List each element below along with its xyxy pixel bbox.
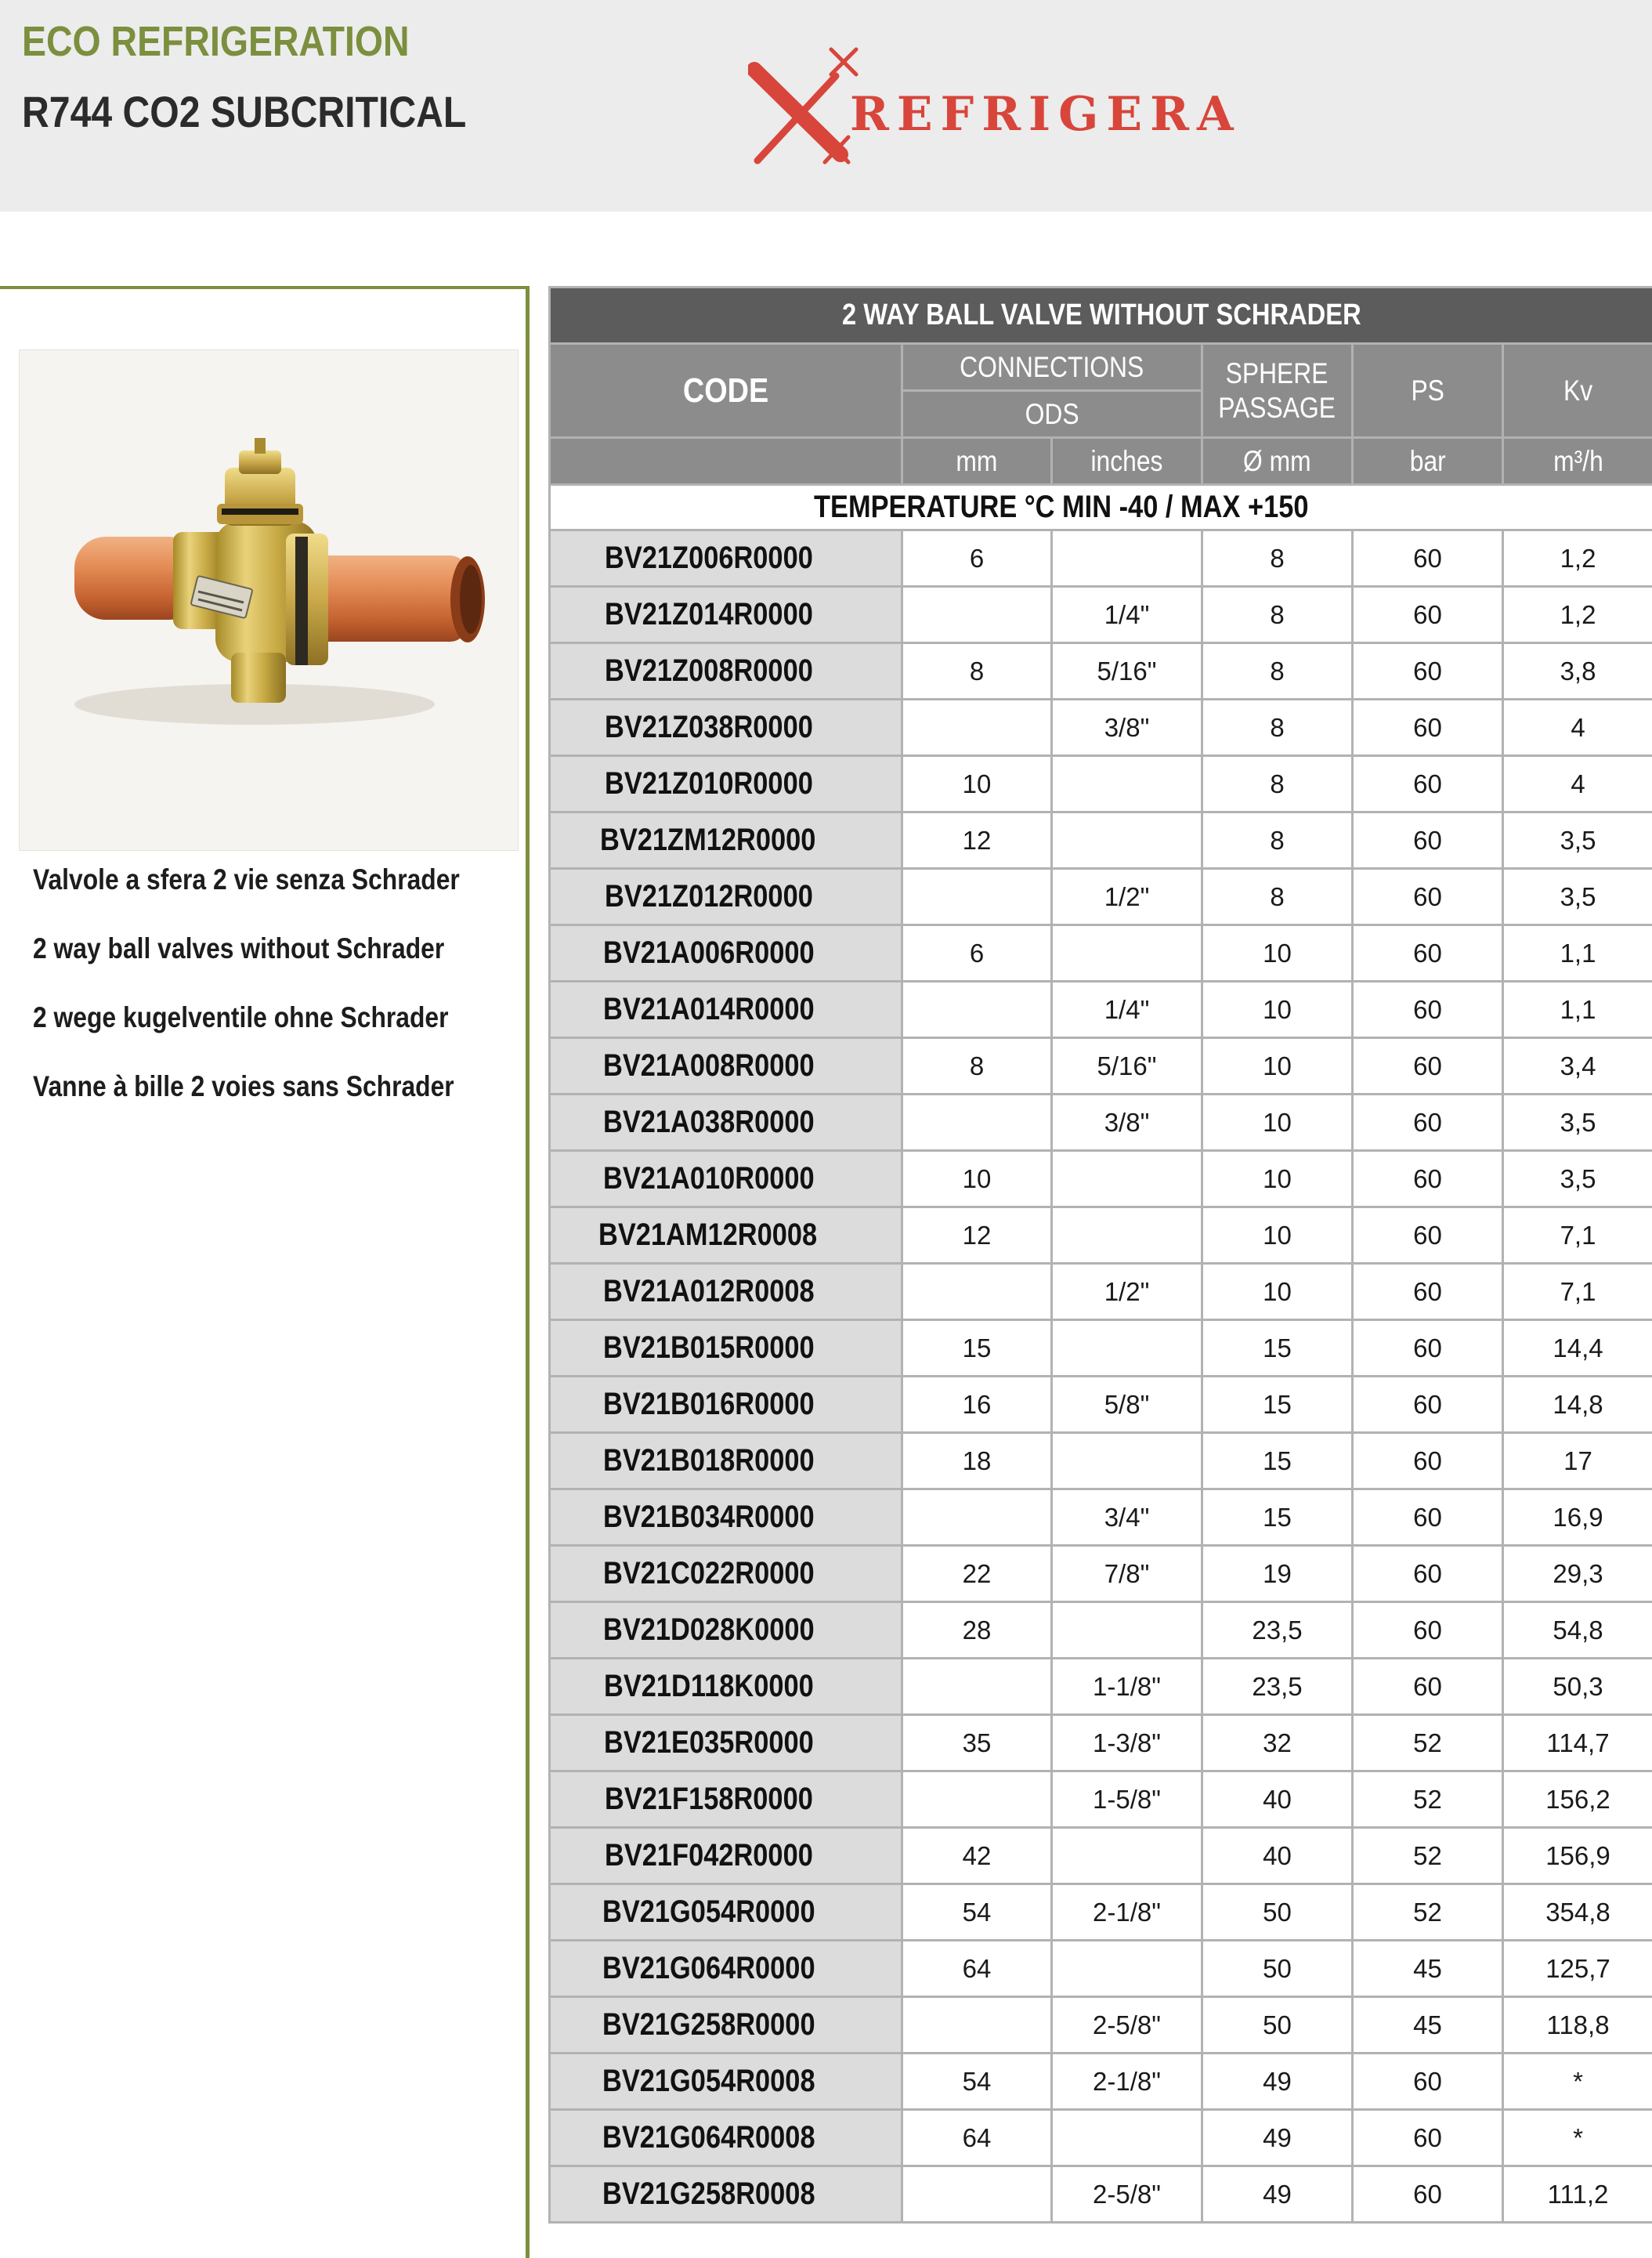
cell-inches — [1052, 1828, 1202, 1884]
header-ps: PS — [1353, 344, 1503, 438]
cell-ps: 60 — [1353, 1038, 1503, 1095]
cell-inches: 2-1/8" — [1052, 2054, 1202, 2110]
cell-inches — [1052, 1207, 1202, 1264]
cell-inches: 1-1/8" — [1052, 1659, 1202, 1715]
cell-code: BV21F158R0000 — [550, 1771, 902, 1828]
cell-mm: 35 — [902, 1715, 1052, 1771]
table-row — [550, 1828, 1652, 1884]
cell-ps: 60 — [1353, 925, 1503, 982]
cell-sphere: 15 — [1202, 1489, 1353, 1546]
cell-mm — [902, 587, 1052, 643]
description-german: 2 wege kugelventile ohne Schrader — [33, 1001, 449, 1033]
brand-title: ECO REFRIGERATION — [22, 18, 410, 65]
table-row — [550, 700, 1652, 756]
cell-mm: 54 — [902, 1884, 1052, 1941]
cell-inches — [1052, 925, 1202, 982]
cell-inches: 5/16" — [1052, 643, 1202, 700]
cell-inches: 1/4" — [1052, 587, 1202, 643]
table-row — [550, 1997, 1652, 2054]
cell-kv: 7,1 — [1503, 1264, 1652, 1320]
cell-kv: * — [1503, 2054, 1652, 2110]
cell-sphere: 49 — [1202, 2110, 1353, 2166]
cell-code: BV21Z038R0000 — [550, 700, 902, 756]
cell-inches: 1/2" — [1052, 1264, 1202, 1320]
cell-mm — [902, 1489, 1052, 1546]
cell-inches: 1/2" — [1052, 869, 1202, 925]
cell-code: BV21AM12R0008 — [550, 1207, 902, 1264]
cell-ps: 52 — [1353, 1884, 1503, 1941]
cell-ps: 52 — [1353, 1715, 1503, 1771]
table-row — [550, 1941, 1652, 1997]
cell-code: BV21Z014R0000 — [550, 587, 902, 643]
cell-ps: 60 — [1353, 1377, 1503, 1433]
cell-kv: 114,7 — [1503, 1715, 1652, 1771]
table-row — [550, 1207, 1652, 1264]
cell-kv: 3,5 — [1503, 869, 1652, 925]
cell-ps: 60 — [1353, 1433, 1503, 1489]
cell-sphere: 10 — [1202, 1151, 1353, 1207]
cell-inches: 1/4" — [1052, 982, 1202, 1038]
table-row — [550, 982, 1652, 1038]
cell-sphere: 8 — [1202, 869, 1353, 925]
cell-kv: 1,1 — [1503, 982, 1652, 1038]
table-row — [550, 869, 1652, 925]
cell-inches: 1-3/8" — [1052, 1715, 1202, 1771]
table-row — [550, 925, 1652, 982]
table-row — [550, 756, 1652, 812]
cell-code: BV21A038R0000 — [550, 1095, 902, 1151]
cell-kv: 156,2 — [1503, 1771, 1652, 1828]
cell-inches: 3/8" — [1052, 1095, 1202, 1151]
cell-ps: 60 — [1353, 1264, 1503, 1320]
cell-code: BV21G258R0008 — [550, 2166, 902, 2223]
cell-sphere: 23,5 — [1202, 1602, 1353, 1659]
header-sphere-passage: SPHERE PASSAGE — [1202, 344, 1353, 438]
cell-inches: 2-5/8" — [1052, 1997, 1202, 2054]
table-row — [550, 2110, 1652, 2166]
cell-ps: 60 — [1353, 2166, 1503, 2223]
cell-ps: 60 — [1353, 2054, 1503, 2110]
cell-code: BV21G054R0008 — [550, 2054, 902, 2110]
cell-sphere: 15 — [1202, 1377, 1353, 1433]
cell-sphere: 8 — [1202, 530, 1353, 587]
cell-mm — [902, 982, 1052, 1038]
cell-mm: 22 — [902, 1546, 1052, 1602]
cell-mm: 16 — [902, 1377, 1052, 1433]
table-row — [550, 1320, 1652, 1377]
cell-mm: 15 — [902, 1320, 1052, 1377]
cell-inches — [1052, 1320, 1202, 1377]
table-row — [550, 1602, 1652, 1659]
cell-sphere: 50 — [1202, 1997, 1353, 2054]
unit-bar: bar — [1353, 438, 1503, 485]
cell-mm: 10 — [902, 756, 1052, 812]
cell-code: BV21Z006R0000 — [550, 530, 902, 587]
cell-mm: 42 — [902, 1828, 1052, 1884]
cell-ps: 60 — [1353, 982, 1503, 1038]
cell-inches: 1-5/8" — [1052, 1771, 1202, 1828]
cell-code: BV21A014R0000 — [550, 982, 902, 1038]
cell-code: BV21Z010R0000 — [550, 756, 902, 812]
cell-mm: 6 — [902, 530, 1052, 587]
cell-code: BV21A008R0000 — [550, 1038, 902, 1095]
cell-ps: 60 — [1353, 869, 1503, 925]
cell-mm — [902, 1264, 1052, 1320]
cell-sphere: 8 — [1202, 587, 1353, 643]
cell-inches: 2-5/8" — [1052, 2166, 1202, 2223]
cell-kv: 14,4 — [1503, 1320, 1652, 1377]
cell-kv: 3,8 — [1503, 643, 1652, 700]
cell-ps: 60 — [1353, 1151, 1503, 1207]
cell-sphere: 10 — [1202, 1264, 1353, 1320]
cell-sphere: 10 — [1202, 925, 1353, 982]
table-row — [550, 2166, 1652, 2223]
cell-code: BV21B015R0000 — [550, 1320, 902, 1377]
cell-mm: 10 — [902, 1151, 1052, 1207]
cell-sphere: 8 — [1202, 643, 1353, 700]
cell-kv: 3,4 — [1503, 1038, 1652, 1095]
cell-code: BV21G064R0008 — [550, 2110, 902, 2166]
cell-code: BV21B016R0000 — [550, 1377, 902, 1433]
cell-mm — [902, 1771, 1052, 1828]
cell-code: BV21G258R0000 — [550, 1997, 902, 2054]
cell-ps: 60 — [1353, 1095, 1503, 1151]
cell-code: BV21G064R0000 — [550, 1941, 902, 1997]
cell-ps: 60 — [1353, 530, 1503, 587]
table-row — [550, 1151, 1652, 1207]
header-code-unit — [550, 438, 902, 485]
cell-inches: 3/8" — [1052, 700, 1202, 756]
cell-kv: 3,5 — [1503, 812, 1652, 869]
cell-kv: 50,3 — [1503, 1659, 1652, 1715]
cell-ps: 60 — [1353, 1602, 1503, 1659]
cell-mm: 28 — [902, 1602, 1052, 1659]
cell-sphere: 49 — [1202, 2054, 1353, 2110]
table-row — [550, 2054, 1652, 2110]
cell-kv: 54,8 — [1503, 1602, 1652, 1659]
cell-inches — [1052, 1602, 1202, 1659]
valve-spec-table — [548, 286, 1652, 2224]
cell-mm: 12 — [902, 1207, 1052, 1264]
table-row — [550, 530, 1652, 587]
cell-kv: 118,8 — [1503, 1997, 1652, 2054]
cell-code: BV21F042R0000 — [550, 1828, 902, 1884]
table-row — [550, 1489, 1652, 1546]
cell-code: BV21ZM12R0000 — [550, 812, 902, 869]
table-row — [550, 643, 1652, 700]
cell-ps: 60 — [1353, 2110, 1503, 2166]
cell-ps: 52 — [1353, 1828, 1503, 1884]
cell-inches: 7/8" — [1052, 1546, 1202, 1602]
unit-sphere-mm: Ø mm — [1202, 438, 1353, 485]
cell-mm: 8 — [902, 643, 1052, 700]
cell-mm: 64 — [902, 2110, 1052, 2166]
cell-inches — [1052, 812, 1202, 869]
cell-mm — [902, 1659, 1052, 1715]
cell-mm — [902, 1095, 1052, 1151]
cell-code: BV21A010R0000 — [550, 1151, 902, 1207]
temperature-range: TEMPERATURE °C MIN -40 / MAX +150 — [550, 485, 1652, 530]
table-row — [550, 1659, 1652, 1715]
description-english: 2 way ball valves without Schrader — [33, 932, 445, 964]
cell-kv: 1,1 — [1503, 925, 1652, 982]
cell-code: BV21C022R0000 — [550, 1546, 902, 1602]
cell-ps: 60 — [1353, 1320, 1503, 1377]
cell-code: BV21Z012R0000 — [550, 869, 902, 925]
cell-kv: 4 — [1503, 700, 1652, 756]
cell-inches: 2-1/8" — [1052, 1884, 1202, 1941]
cell-inches — [1052, 1151, 1202, 1207]
description-french: Vanne à bille 2 voies sans Schrader — [33, 1070, 454, 1102]
cell-sphere: 10 — [1202, 982, 1353, 1038]
cell-kv: 29,3 — [1503, 1546, 1652, 1602]
cell-ps: 60 — [1353, 1546, 1503, 1602]
cell-ps: 60 — [1353, 1489, 1503, 1546]
cell-ps: 60 — [1353, 643, 1503, 700]
description-italian: Valvole a sfera 2 vie senza Schrader — [33, 863, 460, 896]
unit-mm: mm — [902, 438, 1052, 485]
table-row — [550, 1264, 1652, 1320]
cell-kv: 3,5 — [1503, 1151, 1652, 1207]
cell-code: BV21D028K0000 — [550, 1602, 902, 1659]
cell-inches — [1052, 2110, 1202, 2166]
cell-sphere: 50 — [1202, 1884, 1353, 1941]
cell-inches — [1052, 530, 1202, 587]
cell-ps: 45 — [1353, 1997, 1503, 2054]
cell-inches — [1052, 1433, 1202, 1489]
unit-kv: m³/h — [1503, 438, 1652, 485]
cell-mm: 64 — [902, 1941, 1052, 1997]
cell-kv: 16,9 — [1503, 1489, 1652, 1546]
cell-kv: 4 — [1503, 756, 1652, 812]
cell-sphere: 50 — [1202, 1941, 1353, 1997]
cell-sphere: 8 — [1202, 700, 1353, 756]
table-row — [550, 1377, 1652, 1433]
cell-sphere: 19 — [1202, 1546, 1353, 1602]
cell-kv: 3,5 — [1503, 1095, 1652, 1151]
cell-sphere: 15 — [1202, 1320, 1353, 1377]
refrigera-logo — [748, 43, 1257, 172]
header-connections: CONNECTIONS — [902, 344, 1202, 391]
cell-mm — [902, 700, 1052, 756]
cell-sphere: 23,5 — [1202, 1659, 1353, 1715]
cell-code: BV21Z008R0000 — [550, 643, 902, 700]
cell-mm: 18 — [902, 1433, 1052, 1489]
cell-sphere: 8 — [1202, 812, 1353, 869]
brand-subtitle: R744 CO2 SUBCRITICAL — [22, 87, 467, 136]
cell-sphere: 32 — [1202, 1715, 1353, 1771]
cell-code: BV21E035R0000 — [550, 1715, 902, 1771]
cell-ps: 45 — [1353, 1941, 1503, 1997]
cell-code: BV21B034R0000 — [550, 1489, 902, 1546]
cell-sphere: 40 — [1202, 1771, 1353, 1828]
cell-kv: 111,2 — [1503, 2166, 1652, 2223]
cell-kv: 7,1 — [1503, 1207, 1652, 1264]
cell-ps: 52 — [1353, 1771, 1503, 1828]
cell-sphere: 8 — [1202, 756, 1353, 812]
table-title: 2 WAY BALL VALVE WITHOUT SCHRADER — [550, 288, 1652, 344]
table-row — [550, 1771, 1652, 1828]
table-row — [550, 587, 1652, 643]
cell-code: BV21B018R0000 — [550, 1433, 902, 1489]
cell-code: BV21A006R0000 — [550, 925, 902, 982]
cell-mm: 8 — [902, 1038, 1052, 1095]
cell-kv: * — [1503, 2110, 1652, 2166]
cell-kv: 354,8 — [1503, 1884, 1652, 1941]
logo-wordmark: REFRIGERA — [850, 87, 1242, 142]
cell-mm: 12 — [902, 812, 1052, 869]
header-code: CODE — [550, 344, 902, 438]
table-row — [550, 1546, 1652, 1602]
cell-inches: 3/4" — [1052, 1489, 1202, 1546]
cell-inches: 5/16" — [1052, 1038, 1202, 1095]
unit-inches: inches — [1052, 438, 1202, 485]
cell-ps: 60 — [1353, 812, 1503, 869]
cell-code: BV21G054R0000 — [550, 1884, 902, 1941]
cell-kv: 125,7 — [1503, 1941, 1652, 1997]
cell-inches — [1052, 1941, 1202, 1997]
cell-inches — [1052, 756, 1202, 812]
cell-sphere: 49 — [1202, 2166, 1353, 2223]
cell-kv: 14,8 — [1503, 1377, 1652, 1433]
cell-code: BV21A012R0008 — [550, 1264, 902, 1320]
table-row — [550, 1095, 1652, 1151]
table-row — [550, 1433, 1652, 1489]
cell-ps: 60 — [1353, 1207, 1503, 1264]
header-kv: Kv — [1503, 344, 1652, 438]
cell-sphere: 15 — [1202, 1433, 1353, 1489]
cell-kv: 1,2 — [1503, 530, 1652, 587]
table-row — [550, 1715, 1652, 1771]
cell-ps: 60 — [1353, 700, 1503, 756]
cell-inches: 5/8" — [1052, 1377, 1202, 1433]
cell-mm — [902, 2166, 1052, 2223]
cell-mm: 6 — [902, 925, 1052, 982]
cell-code: BV21D118K0000 — [550, 1659, 902, 1715]
cell-ps: 60 — [1353, 587, 1503, 643]
cell-ps: 60 — [1353, 1659, 1503, 1715]
cell-kv: 17 — [1503, 1433, 1652, 1489]
header-ods: ODS — [902, 391, 1202, 438]
cell-mm — [902, 869, 1052, 925]
cell-sphere: 10 — [1202, 1095, 1353, 1151]
table-row — [550, 812, 1652, 869]
cell-sphere: 10 — [1202, 1207, 1353, 1264]
cell-kv: 156,9 — [1503, 1828, 1652, 1884]
product-photo — [19, 349, 519, 851]
table-row — [550, 1038, 1652, 1095]
table-row — [550, 1884, 1652, 1941]
cell-sphere: 10 — [1202, 1038, 1353, 1095]
cell-sphere: 40 — [1202, 1828, 1353, 1884]
cell-ps: 60 — [1353, 756, 1503, 812]
cell-mm — [902, 1997, 1052, 2054]
cell-kv: 1,2 — [1503, 587, 1652, 643]
cell-mm: 54 — [902, 2054, 1052, 2110]
